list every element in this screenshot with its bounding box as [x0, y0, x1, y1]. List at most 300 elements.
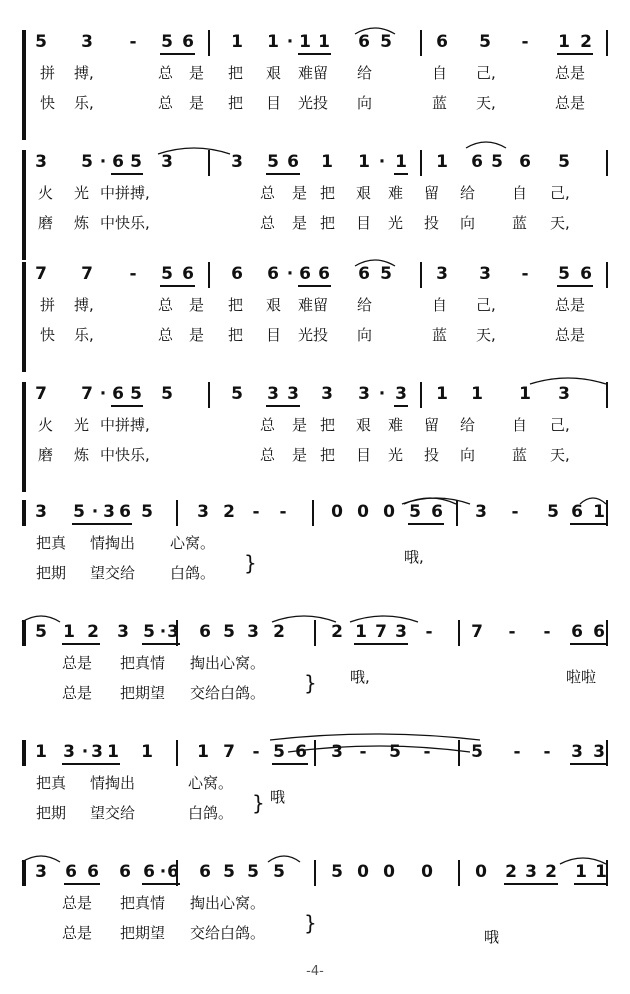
lyric-verse1: 是 [189, 296, 205, 314]
note: 3 [593, 742, 605, 762]
staff-system-6 [0, 620, 630, 730]
note: 1 [593, 502, 605, 522]
beam-underline [298, 285, 331, 287]
note: 6 [571, 622, 583, 642]
lyric-verse1: 情掏出 [90, 774, 136, 792]
beam-underline [354, 643, 408, 645]
note: 6 [519, 152, 531, 172]
system-bracket [22, 620, 26, 646]
lyric-verse2: 投 [424, 446, 440, 464]
bar-line [420, 30, 422, 56]
note: - [521, 264, 529, 284]
beam-underline [272, 763, 308, 765]
note: 6 [571, 502, 583, 522]
note: 5 [273, 862, 285, 882]
note: 6 [358, 264, 370, 284]
note: 7 [81, 264, 93, 284]
beam-underline [504, 883, 558, 885]
note: 5 [380, 32, 392, 52]
verse-brace: } [252, 791, 265, 815]
lyric-verse2: 白鸽。 [188, 804, 234, 822]
beam-underline [298, 53, 331, 55]
lyric-verse2: 白鸽。 [170, 564, 216, 582]
note: 1 [575, 862, 587, 882]
note: 1 [299, 32, 311, 52]
lyric-verse2: 蓝 [512, 214, 528, 232]
lyric-verse1: 难 [388, 416, 404, 434]
lyric-verse2: 是 [292, 446, 308, 464]
lyric-verse1: 掏出心窝。 [190, 654, 266, 672]
lyric-verse1: 给 [460, 184, 476, 202]
lyric-verse2: 把期望 [120, 684, 166, 702]
beam-underline [408, 523, 444, 525]
lyric-verse1: 总是 [62, 894, 93, 912]
lyric-verse1: 把真 [36, 534, 67, 552]
note: - [513, 742, 521, 762]
note: - [425, 622, 433, 642]
note: 1 [595, 862, 607, 882]
lyric-verse2: 望交给 [90, 564, 136, 582]
note: 5 [161, 264, 173, 284]
system-bracket [22, 150, 26, 260]
staff-system-8 [0, 860, 630, 970]
note: 1 [63, 622, 75, 642]
lyric-verse2: 蓝 [432, 94, 448, 112]
lyric-verse2: 总 [158, 326, 174, 344]
lyric-verse2: 光 [388, 446, 404, 464]
lyric-verse1: 艰 [356, 184, 372, 202]
lyric-verse1: 总 [260, 184, 276, 202]
lyric-verse2: 炼 [74, 446, 90, 464]
beam-underline [570, 763, 606, 765]
system-bracket [22, 30, 26, 140]
note: 3 [395, 384, 407, 404]
bar-line [606, 382, 608, 408]
verse-brace: } [304, 911, 317, 935]
note: 0 [421, 862, 433, 882]
lyric-verse1: 给 [460, 416, 476, 434]
interjection-lyric: 啦啦 [566, 668, 597, 686]
note: - [511, 502, 519, 522]
note: 1 [321, 152, 333, 172]
note: 5 [471, 742, 483, 762]
slur [466, 142, 506, 148]
note: 6 [119, 862, 131, 882]
lyric-verse1: 把 [228, 296, 244, 314]
note: 3 [558, 384, 570, 404]
note: 6 [182, 264, 194, 284]
note: 6 [231, 264, 243, 284]
note: 3 [247, 622, 259, 642]
bar-line [314, 860, 316, 886]
lyric-verse1: 拼 [40, 296, 56, 314]
note: 6 [119, 502, 131, 522]
note: 3 [63, 742, 75, 762]
interjection-lyric: 哦 [270, 788, 286, 806]
note: 6 [199, 862, 211, 882]
note: 5 [130, 384, 142, 404]
note: 5 [35, 32, 47, 52]
lyric-verse1: 把 [228, 64, 244, 82]
note: 5 [547, 502, 559, 522]
note: 5 [143, 622, 155, 642]
beam-underline [160, 53, 195, 55]
note: 5 [273, 742, 285, 762]
lyric-verse2: 天, [550, 214, 570, 232]
lyric-verse1: 留 [424, 416, 440, 434]
lyric-verse2: 把 [228, 94, 244, 112]
note: 7 [375, 622, 387, 642]
verse-brace: } [244, 551, 257, 575]
lyric-verse1: 自 [512, 184, 528, 202]
lyric-verse2: 把 [228, 326, 244, 344]
lyric-verse2: 乐, [74, 94, 94, 112]
lyric-verse1: 掏出心窝。 [190, 894, 266, 912]
lyric-verse2: 投 [424, 214, 440, 232]
note: 3 [475, 502, 487, 522]
note: 6 [299, 264, 311, 284]
lyric-verse2: 天, [476, 94, 496, 112]
bar-line [176, 500, 178, 526]
lyric-verse1: 艰 [356, 416, 372, 434]
lyric-verse1: 中拼搏, [100, 184, 150, 202]
note: 7 [35, 264, 47, 284]
beam-underline [394, 173, 408, 175]
note: 5 [389, 742, 401, 762]
system-bracket [22, 500, 26, 526]
bar-line [208, 30, 210, 56]
lyric-verse2: 交给白鸽。 [190, 684, 266, 702]
system-bracket [22, 740, 26, 766]
beam-underline [574, 883, 608, 885]
note: 3 [479, 264, 491, 284]
note: 3 [436, 264, 448, 284]
lyric-verse1: 总是 [555, 296, 586, 314]
note: 3 [287, 384, 299, 404]
system-bracket [22, 382, 26, 492]
note: 1 [436, 152, 448, 172]
note: 6 [199, 622, 211, 642]
lyric-verse2: 天, [476, 326, 496, 344]
beam-underline [557, 285, 593, 287]
interjection-lyric: 哦, [404, 548, 424, 566]
note: 6 [318, 264, 330, 284]
system-bracket [22, 262, 26, 372]
lyric-verse2: 中快乐, [100, 446, 150, 464]
lyric-verse2: 向 [357, 326, 373, 344]
note: 6 [287, 152, 299, 172]
note: 1 [358, 152, 370, 172]
note: · [99, 384, 107, 404]
bar-line [458, 620, 460, 646]
beam-underline [62, 763, 120, 765]
lyric-verse2: 总是 [62, 924, 93, 942]
lyric-verse1: 留 [424, 184, 440, 202]
lyric-verse2: 乐, [74, 326, 94, 344]
note: - [129, 32, 137, 52]
note: 5 [479, 32, 491, 52]
note: · [286, 264, 294, 284]
note: 0 [331, 502, 343, 522]
note: 5 [161, 384, 173, 404]
interjection-lyric: 哦, [350, 668, 370, 686]
note: 5 [491, 152, 503, 172]
note: 6 [143, 862, 155, 882]
note: 2 [331, 622, 343, 642]
beam-underline [111, 173, 143, 175]
lyric-verse2: 蓝 [432, 326, 448, 344]
note: - [423, 742, 431, 762]
note: 6 [295, 742, 307, 762]
note: 6 [167, 862, 179, 882]
bar-line [456, 500, 458, 526]
note: 5 [130, 152, 142, 172]
note: 3 [167, 622, 179, 642]
bar-line [420, 262, 422, 288]
note: 6 [87, 862, 99, 882]
lyric-verse2: 是 [189, 94, 205, 112]
staff-system-3 [0, 262, 630, 372]
beam-underline [142, 643, 180, 645]
note: 3 [35, 152, 47, 172]
bar-line [208, 382, 210, 408]
note: 1 [519, 384, 531, 404]
beam-underline [111, 405, 143, 407]
note: 0 [357, 862, 369, 882]
note: 5 [409, 502, 421, 522]
note: 3 [197, 502, 209, 522]
note: 0 [357, 502, 369, 522]
lyric-verse1: 是 [292, 184, 308, 202]
note: 7 [223, 742, 235, 762]
note: 5 [331, 862, 343, 882]
lyric-verse1: 把真情 [120, 894, 166, 912]
note: 5 [247, 862, 259, 882]
note: 2 [223, 502, 235, 522]
lyric-verse2: 把期望 [120, 924, 166, 942]
note: 3 [331, 742, 343, 762]
note: 5 [380, 264, 392, 284]
staff-system-5 [0, 500, 630, 610]
bar-line [314, 740, 316, 766]
note: - [521, 32, 529, 52]
bar-line [208, 262, 210, 288]
note: 3 [91, 742, 103, 762]
note: 1 [471, 384, 483, 404]
lyric-verse2: 总 [260, 446, 276, 464]
note: 7 [81, 384, 93, 404]
note: - [252, 742, 260, 762]
lyric-verse2: 向 [357, 94, 373, 112]
beam-underline [142, 883, 180, 885]
note: - [543, 742, 551, 762]
note: - [359, 742, 367, 762]
beam-underline [570, 643, 606, 645]
note: 3 [35, 862, 47, 882]
lyric-verse2: 总 [158, 94, 174, 112]
lyric-verse2: 光投 [298, 326, 329, 344]
lyric-verse2: 目 [356, 446, 372, 464]
bar-line [458, 740, 460, 766]
lyric-verse1: 己, [476, 64, 496, 82]
lyric-verse1: 给 [357, 64, 373, 82]
note: 7 [471, 622, 483, 642]
note: 5 [223, 622, 235, 642]
bar-line [312, 500, 314, 526]
beam-underline [266, 405, 300, 407]
lyric-verse1: 艰 [266, 64, 282, 82]
note: 2 [545, 862, 557, 882]
bar-line [606, 30, 608, 56]
system-bracket [22, 860, 26, 886]
note: 7 [35, 384, 47, 404]
note: 5 [558, 264, 570, 284]
lyric-verse2: 望交给 [90, 804, 136, 822]
lyric-verse2: 中快乐, [100, 214, 150, 232]
bar-line [420, 382, 422, 408]
note: · [81, 742, 89, 762]
lyric-verse1: 总 [158, 64, 174, 82]
staff-system-2 [0, 150, 630, 260]
lyric-verse1: 心窝。 [188, 774, 234, 792]
beam-underline [266, 173, 300, 175]
note: 0 [383, 502, 395, 522]
page-number: -4- [306, 964, 324, 979]
note: · [378, 384, 386, 404]
note: 5 [223, 862, 235, 882]
bar-line [314, 620, 316, 646]
note: 6 [580, 264, 592, 284]
lyric-verse1: 难留 [298, 64, 329, 82]
lyric-verse2: 向 [460, 446, 476, 464]
lyric-verse2: 总是 [62, 684, 93, 702]
lyric-verse1: 己, [476, 296, 496, 314]
note: 1 [558, 32, 570, 52]
beam-underline [394, 405, 408, 407]
note: - [252, 502, 260, 522]
note: - [129, 264, 137, 284]
beam-underline [62, 643, 100, 645]
lyric-verse1: 把真情 [120, 654, 166, 672]
note: 3 [571, 742, 583, 762]
lyric-verse2: 快 [40, 326, 56, 344]
lyric-verse2: 目 [266, 326, 282, 344]
bar-line [606, 620, 608, 646]
lyric-verse1: 己, [550, 184, 570, 202]
lyric-verse1: 是 [189, 64, 205, 82]
lyric-verse2: 目 [356, 214, 372, 232]
note: 3 [395, 622, 407, 642]
lyric-verse1: 自 [432, 296, 448, 314]
note: · [159, 862, 167, 882]
lyric-verse2: 总是 [555, 326, 586, 344]
note: · [378, 152, 386, 172]
lyric-verse1: 情掏出 [90, 534, 136, 552]
note: 6 [358, 32, 370, 52]
note: 5 [141, 502, 153, 522]
note: · [99, 152, 107, 172]
lyric-verse1: 难 [388, 184, 404, 202]
lyric-verse2: 总 [260, 214, 276, 232]
lyric-verse1: 把真 [36, 774, 67, 792]
note: 3 [231, 152, 243, 172]
lyric-verse1: 把 [320, 184, 336, 202]
lyric-verse1: 总是 [62, 654, 93, 672]
note: 5 [558, 152, 570, 172]
lyric-verse1: 火 [38, 416, 54, 434]
beam-underline [72, 523, 132, 525]
lyric-verse1: 艰 [266, 296, 282, 314]
staff-system-4 [0, 382, 630, 492]
lyric-verse1: 搏, [74, 64, 94, 82]
lyric-verse2: 天, [550, 446, 570, 464]
lyric-verse1: 搏, [74, 296, 94, 314]
bar-line [606, 150, 608, 176]
bar-line [420, 150, 422, 176]
verse-brace: } [304, 671, 317, 695]
note: 1 [267, 32, 279, 52]
lyric-verse2: 目 [266, 94, 282, 112]
bar-line [606, 740, 608, 766]
lyric-verse1: 自 [432, 64, 448, 82]
lyric-verse1: 是 [292, 416, 308, 434]
lyric-verse1: 难留 [298, 296, 329, 314]
lyric-verse2: 炼 [74, 214, 90, 232]
note: 3 [81, 32, 93, 52]
note: 3 [525, 862, 537, 882]
lyric-verse2: 交给白鸽。 [190, 924, 266, 942]
note: 1 [107, 742, 119, 762]
lyric-verse2: 是 [292, 214, 308, 232]
note: 1 [141, 742, 153, 762]
lyric-verse2: 磨 [38, 446, 54, 464]
note: 2 [273, 622, 285, 642]
lyric-verse1: 自 [512, 416, 528, 434]
lyric-verse2: 把 [320, 446, 336, 464]
note: 3 [117, 622, 129, 642]
note: 1 [197, 742, 209, 762]
note: 3 [321, 384, 333, 404]
note: 5 [231, 384, 243, 404]
lyric-verse2: 总是 [555, 94, 586, 112]
lyric-verse1: 火 [38, 184, 54, 202]
note: 2 [505, 862, 517, 882]
beam-underline [570, 523, 606, 525]
note: 6 [65, 862, 77, 882]
note: · [159, 622, 167, 642]
note: 2 [580, 32, 592, 52]
note: 5 [267, 152, 279, 172]
bar-line [458, 860, 460, 886]
lyric-verse2: 把期 [36, 564, 67, 582]
lyric-verse1: 己, [550, 416, 570, 434]
lyric-verse2: 快 [40, 94, 56, 112]
lyric-verse2: 是 [189, 326, 205, 344]
note: 5 [73, 502, 85, 522]
note: 6 [436, 32, 448, 52]
note: 0 [475, 862, 487, 882]
note: 6 [182, 32, 194, 52]
lyric-verse1: 给 [357, 296, 373, 314]
lyric-verse1: 总 [260, 416, 276, 434]
note: 6 [593, 622, 605, 642]
lyric-verse2: 光 [388, 214, 404, 232]
note: 5 [81, 152, 93, 172]
lyric-verse1: 中拼搏, [100, 416, 150, 434]
note: 3 [35, 502, 47, 522]
note: 1 [395, 152, 407, 172]
lyric-verse1: 总是 [555, 64, 586, 82]
